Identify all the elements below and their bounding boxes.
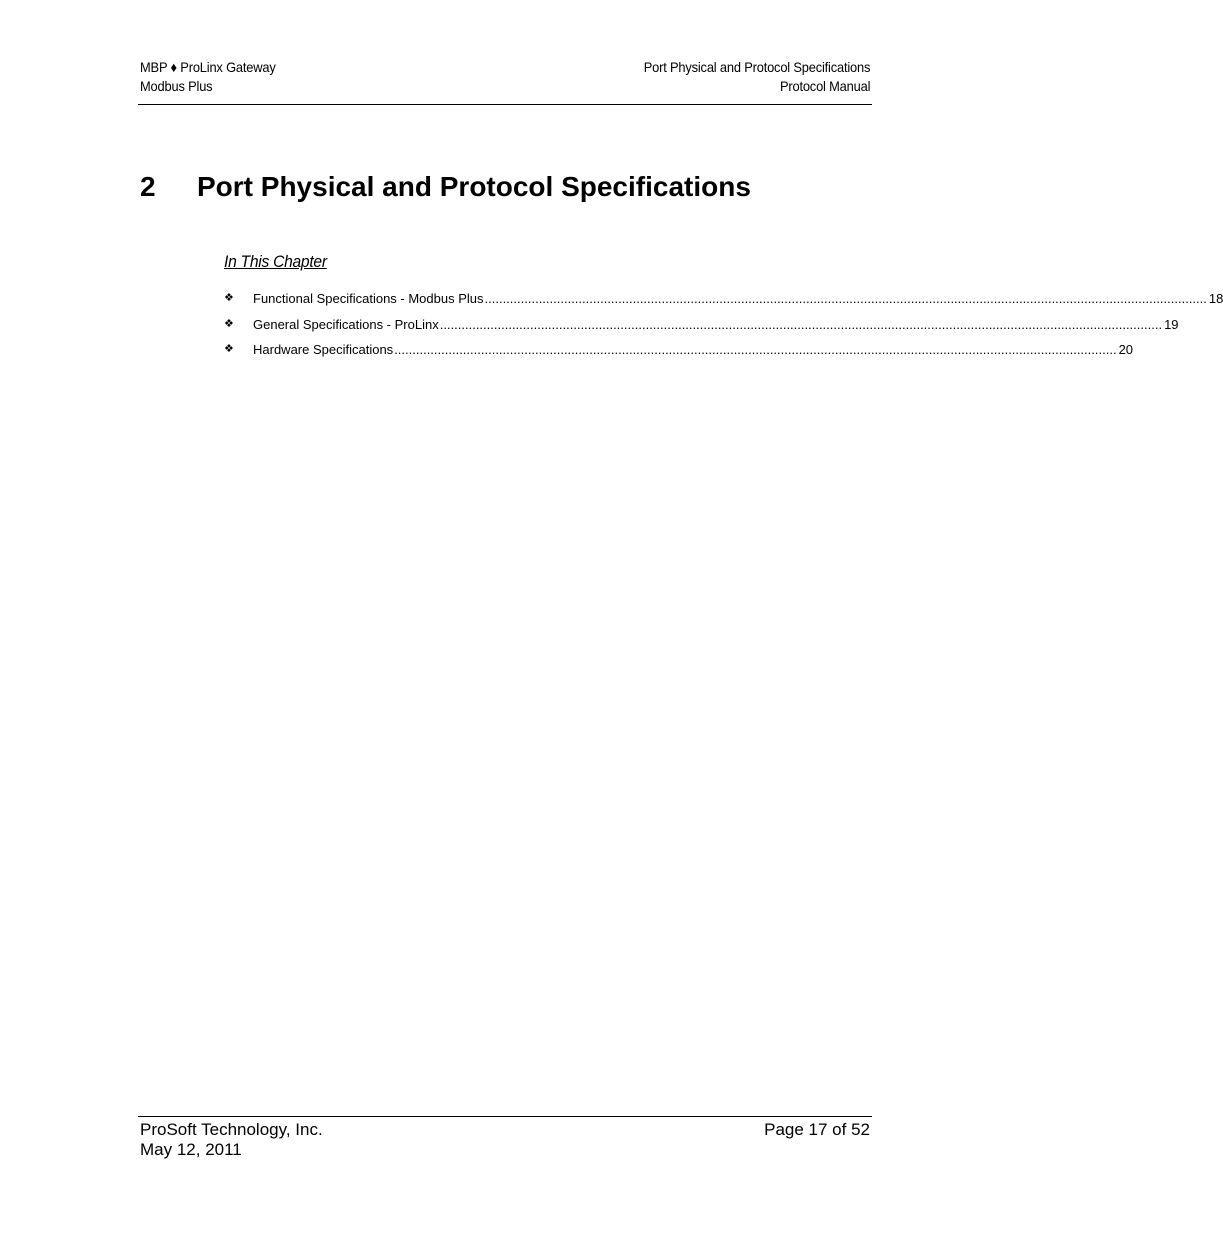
- toc-leader-dots: ........................................................................................................................................................................................................: [439, 316, 1163, 332]
- footer-page-number: Page 17 of 52: [764, 1120, 870, 1139]
- toc-leader-dots: ........................................................................................................................................................................................................: [484, 291, 1207, 306]
- toc-item-page[interactable]: 20: [1118, 342, 1134, 357]
- header-protocol: Modbus Plus: [140, 78, 213, 94]
- toc-item-label[interactable]: Hardware Specifications: [253, 342, 394, 357]
- diamond-bullet-icon: ❖: [224, 317, 234, 330]
- header-product: MBP ♦ ProLinx Gateway: [140, 59, 276, 75]
- footer-right: [764, 1120, 870, 1140]
- in-this-chapter-heading: In This Chapter: [224, 252, 327, 271]
- header-left: [140, 58, 276, 96]
- chapter-title: Port Physical and Protocol Specifications: [197, 171, 751, 202]
- header-manual: Protocol Manual: [779, 78, 870, 94]
- page-header: [138, 56, 872, 105]
- footer-left: [140, 1120, 323, 1160]
- page-footer: [138, 1116, 872, 1159]
- diamond-bullet-icon: ❖: [224, 343, 234, 355]
- chapter-heading: [140, 170, 751, 204]
- chapter-number: 2: [140, 171, 156, 202]
- toc-item-page[interactable]: 19: [1164, 316, 1179, 332]
- toc-item-hardware-specifications[interactable]: [224, 341, 1134, 367]
- footer-date: May 12, 2011: [140, 1140, 242, 1159]
- footer-company: ProSoft Technology, Inc.: [140, 1120, 323, 1139]
- chapter-toc: [224, 290, 1223, 367]
- diamond-bullet-icon: ❖: [224, 292, 234, 304]
- header-right: [643, 58, 870, 96]
- toc-item-general-specifications[interactable]: [224, 316, 1179, 342]
- toc-item-label[interactable]: General Specifications - ProLinx: [253, 316, 439, 332]
- toc-item-label[interactable]: Functional Specifications - Modbus Plus: [253, 291, 484, 306]
- toc-leader-dots: ........................................................................................................................................................................................................: [394, 342, 1117, 357]
- header-section: Port Physical and Protocol Specifications: [643, 59, 870, 75]
- toc-item-page[interactable]: 18: [1208, 291, 1223, 306]
- toc-item-functional-specifications[interactable]: [224, 290, 1223, 316]
